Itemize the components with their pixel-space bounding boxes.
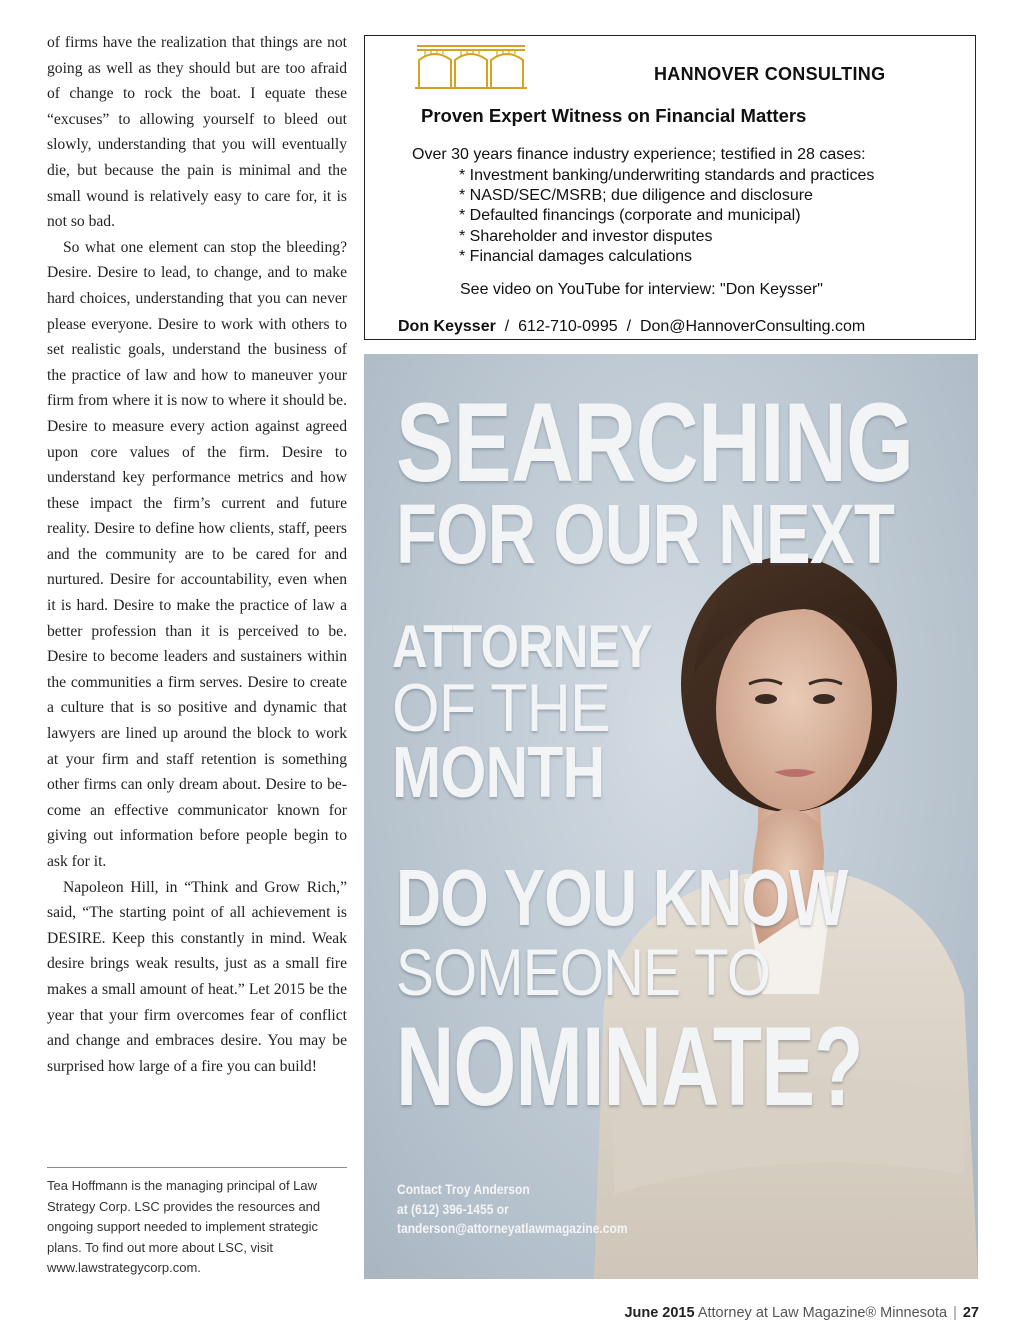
footer-issue-date: June 2015	[624, 1305, 695, 1321]
headline-line-4: OF THE	[392, 670, 610, 746]
footer-divider: |	[953, 1305, 957, 1321]
ad-video-note: See video on YouTube for interview: "Don Keysser"	[460, 281, 823, 298]
page-number: 27	[962, 1305, 979, 1321]
headline-line-5: MONTH	[392, 733, 605, 813]
bridge-logo-icon	[415, 40, 527, 90]
ad-contact-line	[398, 318, 865, 336]
headline-line-3: ATTORNEY	[392, 613, 652, 680]
bio-divider	[47, 1167, 347, 1168]
article-paragraph: So what one element can stop the bleeding? Desire. Desire to lead, to change, and to make hard choices, understanding that you can never please everyone. Desire to work with others to set realistic goals, understand the business of the practice of law and how to maneuver your firm from where it is now to where it should be. Desire to measure every action against agreed upon core values of the firm. Desire to understand key performance metrics and how these impact the firm’s current and future reality. Desire to define how clients, staff, peers and the community are to be cared for and nurtured. Desire for accountability, even when it is hard. Desire to make the practice of law a better profession than it is perceived to be. Desire to become leaders and sustainers within the communities a firm serves. Desire to create a culture that is so positive and dynamic that lawyers are lined up around the block to work at your firm and staff retention is something other firms can only dream about. Desire to become an effective communicator known for giving out information before people begin to ask for it.	[47, 238, 347, 870]
attorney-of-month-ad	[364, 354, 978, 1279]
article-paragraph: of firms have the realization that things are not going as well as they should but are too afraid of change to rock the boat. I equate these “excuses” to allowing yourself to bleed out slowly, understanding that you will eventually die, but because the pain is minimal and the small wound is relatively easy to care for, it is not so bad.	[47, 34, 347, 231]
headline-line-6: DO YOU KNOW	[396, 853, 848, 942]
footer-magazine-name: Attorney at Law Magazine® Minnesota	[697, 1305, 948, 1321]
contact-phone: 612-710-0995	[518, 318, 618, 335]
headline-line-7: SOMEONE TO	[396, 935, 771, 1009]
list-item: * Financial damages calculations	[459, 247, 693, 265]
promo-contact-phone: at (612) 396-1455 or	[397, 1200, 509, 1217]
headline-line-8: NOMINATE?	[396, 1004, 863, 1129]
ad-company-name: HANNOVER CONSULTING	[654, 64, 886, 84]
contact-name: Don Keysser	[398, 318, 496, 335]
headline-line-1: SEARCHING	[396, 380, 914, 505]
list-item: * Investment banking/underwriting standards and practices	[459, 167, 875, 184]
headline-line-2: FOR OUR NEXT	[396, 487, 895, 581]
author-bio: Tea Hoffmann is the managing principal of Law Strategy Corp. LSC provides the resources and ongoing support needed to implement strategic plans. To find out more about LSC, visit www.lawstrategycorp.com.	[47, 1178, 321, 1275]
contact-email: Don@HannoverConsulting.com	[639, 318, 866, 335]
list-item: * NASD/SEC/MSRB; due diligence and disclosure	[459, 187, 813, 205]
list-item: * Shareholder and investor disputes	[459, 227, 713, 245]
article-body	[47, 30, 347, 1079]
article-paragraph: Napoleon Hill, in “Think and Grow Rich,” said, “The starting point of all achievement is DESIRE. Keep this constantly in mind. Weak desire brings weak results, just as a small fire makes a small amount of heat.” Let 2015 be the year that your firm overcomes fear of conflict and change and embraces desire. You may be surprised how large of a fire you can build!	[47, 878, 347, 1075]
hannover-consulting-ad	[364, 35, 976, 340]
ad-tagline: Proven Expert Witness on Financial Matters	[421, 105, 807, 126]
ad-intro: Over 30 years finance industry experience; testified in 28 cases:	[412, 146, 866, 163]
promo-contact-email: tanderson@attorneyatlawmagazine.com	[397, 1220, 628, 1236]
page-footer	[624, 1305, 979, 1321]
contact-separator: /	[504, 318, 510, 335]
contact-separator: /	[626, 318, 632, 335]
promo-contact-block	[397, 1180, 628, 1239]
promo-contact-name: Contact Troy Anderson	[397, 1181, 530, 1197]
ad-services-list	[459, 166, 874, 267]
list-item: * Defaulted financings (corporate and municipal)	[459, 207, 801, 225]
